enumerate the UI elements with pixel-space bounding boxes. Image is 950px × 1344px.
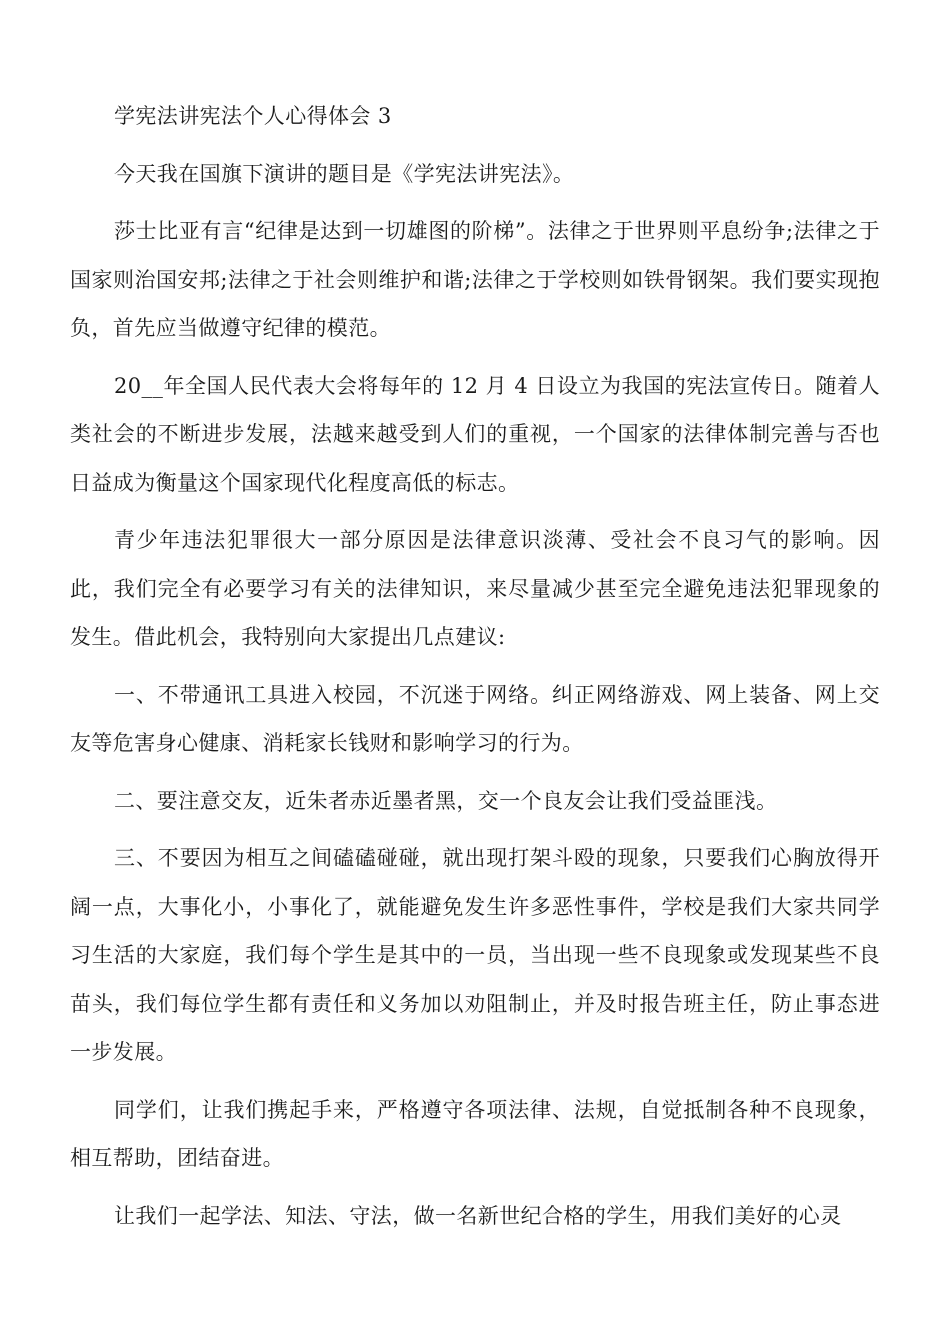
paragraph-9: 让我们一起学法、知法、守法，做一名新世纪合格的学生，用我们美好的心灵 — [114, 1203, 842, 1228]
paragraph-8: 同学们，让我们携起手来，严格遵守各项法律、法规，自觉抵制各种不良现象，相互帮助，团结奋进。 — [70, 1097, 880, 1170]
paragraph-3: 20__年全国人民代表大会将每年的 12 月 4 日设立为我国的宪法宣传日。随着人类社会的不断进步发展，法越来越受到人们的重视，一个国家的法律体制完善与否也日益成为衡量这个国家现代化程度高低的标志。 — [70, 373, 880, 495]
paragraph-6: 二、要注意交友，近朱者赤近墨者黑，交一个良友会让我们受益匪浅。 — [114, 788, 778, 813]
paragraph-1: 今天我在国旗下演讲的题目是《学宪法讲宪法》。 — [114, 161, 575, 186]
document-title: 学宪法讲宪法个人心得体会 3 — [114, 104, 392, 128]
paragraph-7: 三、不要因为相互之间磕磕碰碰，就出现打架斗殴的现象，只要我们心胸放得开阔一点，大事化小，小事化了，就能避免发生许多恶性事件，学校是我们大家共同学习生活的大家庭，我们每个学生是其中的一员，当出现一些不良现象或发现某些不良苗头，我们每位学生都有责任和义务加以劝阻制止，并及时报告班主任，防止事态进一步发展。 — [70, 846, 880, 1064]
paragraph-2: 莎士比亚有言“纪律是达到一切雄图的阶梯”。法律之于世界则平息纷争;法律之于国家则治国安邦;法律之于社会则维护和谐;法律之于学校则如铁骨钢架。我们要实现抱负，首先应当做遵守纪律的模范。 — [70, 219, 880, 340]
paragraph-4: 青少年违法犯罪很大一部分原因是法律意识淡薄、受社会不良习气的影响。因此，我们完全有必要学习有关的法律知识，来尽量减少甚至完全避免违法犯罪现象的发生。借此机会，我特别向大家提出几点建议: — [70, 528, 880, 649]
paragraph-5: 一、不带通讯工具进入校园，不沉迷于网络。纠正网络游戏、网上装备、网上交友等危害身心健康、消耗家长钱财和影响学习的行为。 — [70, 682, 880, 755]
